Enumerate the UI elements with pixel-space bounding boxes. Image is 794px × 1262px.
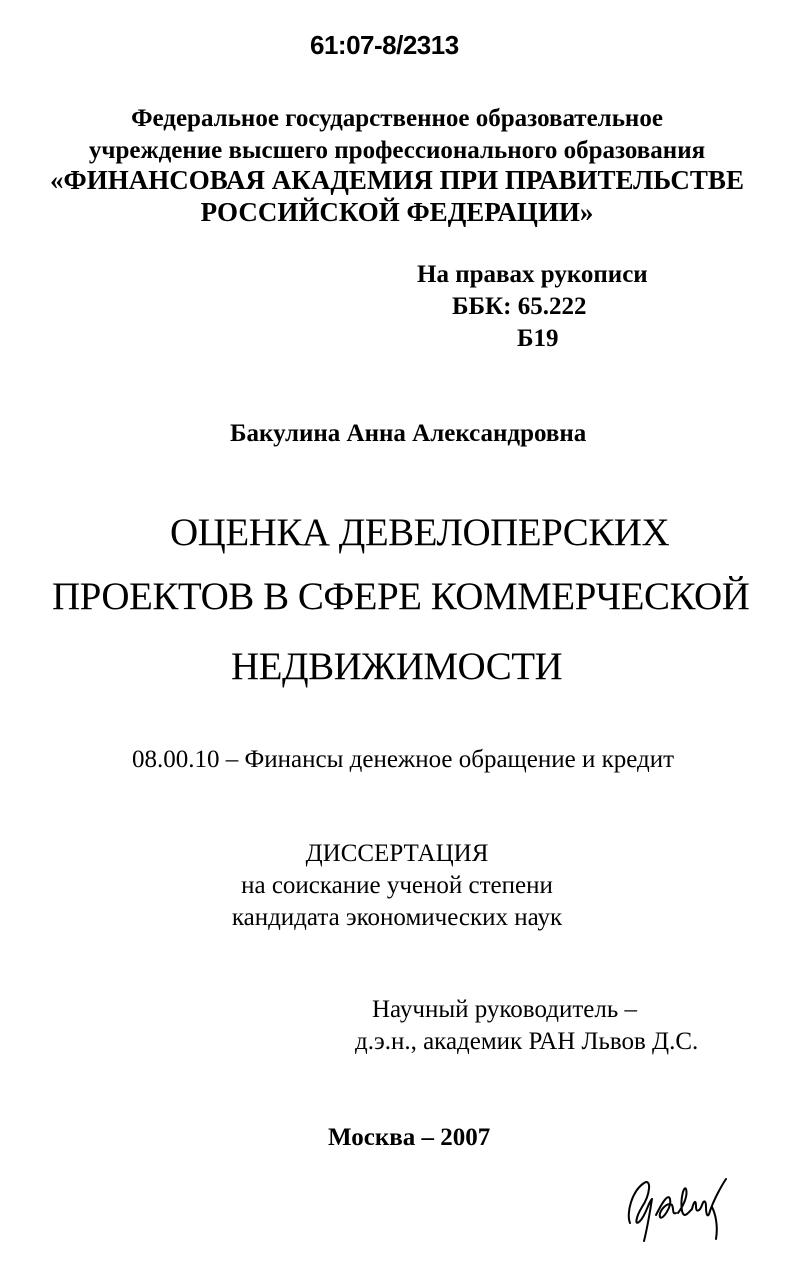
specialty: 08.00.10 – Финансы денежное обращение и кредит bbox=[132, 746, 675, 773]
title-line-3: НЕДВИЖИМОСТИ bbox=[231, 645, 563, 688]
bbk-code: ББК: 65.222 bbox=[452, 293, 587, 320]
title-line-1: ОЦЕНКА ДЕВЕЛОПЕРСКИХ bbox=[170, 511, 670, 554]
science-line: кандидата экономических наук bbox=[231, 904, 563, 931]
city-year: Москва – 2007 bbox=[328, 1124, 491, 1151]
degree-line: на соискание ученой степени bbox=[241, 872, 553, 899]
handwritten-signature bbox=[622, 1155, 752, 1245]
institution-line-1: Федеральное государственное образовательное bbox=[131, 105, 663, 132]
supervisor-label: Научный руководитель – bbox=[372, 996, 637, 1023]
institution-line-4: РОССИЙСКОЙ ФЕДЕРАЦИИ» bbox=[200, 197, 594, 227]
title-line-2: ПРОЕКТОВ В СФЕРЕ КОММЕРЧЕСКОЙ bbox=[52, 575, 750, 618]
author-code: Б19 bbox=[517, 325, 559, 352]
institution-line-3: «ФИНАНСОВАЯ АКАДЕМИЯ ПРИ ПРАВИТЕЛЬСТВЕ bbox=[50, 165, 744, 195]
author-name: Бакулина Анна Александровна bbox=[230, 420, 587, 447]
manuscript-rights: На правах рукописи bbox=[417, 261, 648, 288]
dissertation-label: ДИССЕРТАЦИЯ bbox=[305, 840, 489, 867]
archive-code: 61:07-8/2313 bbox=[310, 30, 459, 60]
supervisor-name: д.э.н., академик РАН Львов Д.С. bbox=[355, 1028, 699, 1055]
institution-line-2: учреждение высшего профессионального образования bbox=[88, 137, 706, 164]
